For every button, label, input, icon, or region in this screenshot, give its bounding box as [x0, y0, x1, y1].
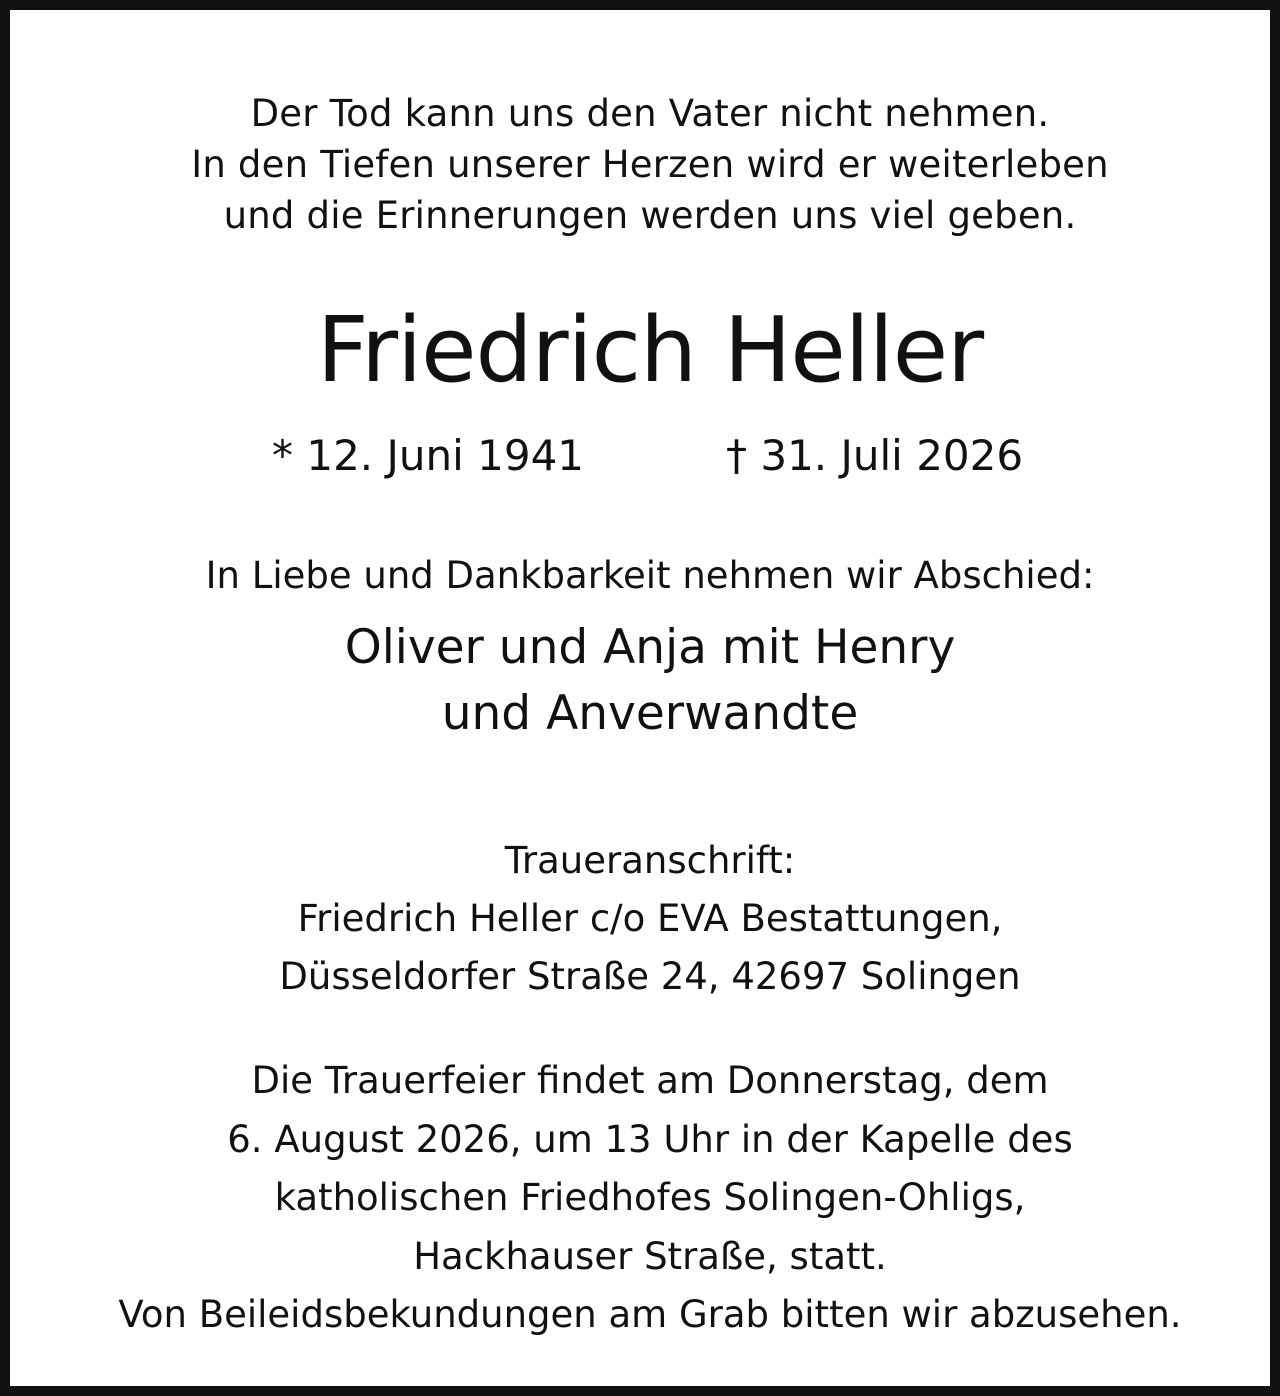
mourners	[10, 615, 1280, 747]
ceremony-notice	[10, 1052, 1280, 1345]
address-heading: Traueranschrift:	[504, 839, 796, 882]
motto	[10, 88, 1280, 241]
address-line: Friedrich Heller c/o EVA Bestattungen,	[297, 897, 1003, 940]
mourners-line: und Anverwandte	[441, 686, 859, 741]
farewell-text: In Liebe und Dankbarkeit nehmen wir Abschied:	[205, 554, 1095, 597]
deceased-name: Friedrich Heller	[316, 298, 984, 403]
condolence-address	[10, 832, 1280, 1006]
motto-line: In den Tiefen unserer Herzen wird er weiterleben	[191, 143, 1109, 186]
mourners-line: Oliver und Anja mit Henry	[344, 620, 956, 675]
motto-line: Der Tod kann uns den Vater nicht nehmen.	[250, 92, 1050, 135]
life-dates	[10, 428, 1280, 484]
ceremony-line: Die Trauerfeier findet am Donnerstag, dem	[251, 1059, 1049, 1102]
address-line: Düsseldorfer Straße 24, 42697 Solingen	[279, 955, 1021, 998]
ceremony-line: katholischen Friedhofes Solingen-Ohligs,	[274, 1176, 1026, 1219]
ceremony-line: 6. August 2026, um 13 Uhr in der Kapelle des	[227, 1117, 1073, 1161]
death-date: † 31. Juli 2026	[726, 431, 1024, 480]
ceremony-line: Von Beileidsbekundungen am Grab bitten wir abzusehen.	[118, 1293, 1182, 1336]
birth-date: * 12. Juni 1941	[272, 431, 585, 480]
motto-line: und die Erinnerungen werden uns viel geben.	[223, 194, 1077, 237]
ceremony-line: Hackhauser Straße, statt.	[413, 1234, 887, 1278]
